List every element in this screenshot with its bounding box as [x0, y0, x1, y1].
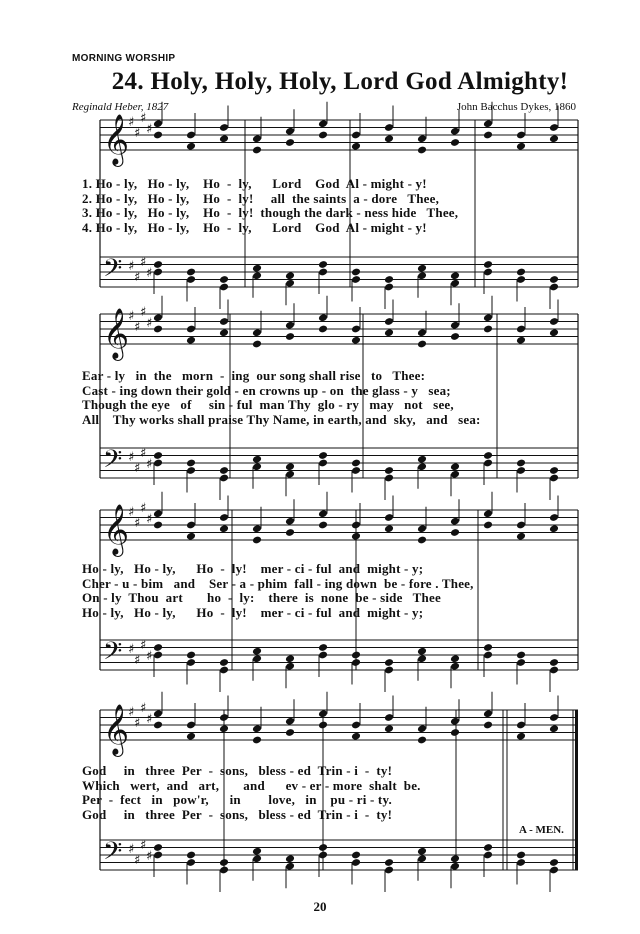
- note-head: [351, 851, 361, 860]
- note-head: [549, 275, 559, 284]
- note-head: [285, 728, 295, 737]
- sharp-icon: ♯: [128, 450, 135, 465]
- sharp-icon: ♯: [146, 512, 153, 527]
- note-head: [351, 268, 361, 277]
- note-head: [516, 732, 526, 741]
- note-head: [516, 651, 526, 660]
- amen-label: A - MEN.: [519, 824, 564, 836]
- note-head: [285, 528, 295, 537]
- note-head: [483, 325, 493, 334]
- note-head: [153, 131, 163, 140]
- verse-line: On - ly Thou art ho - ly: there is none be - side Thee: [82, 590, 441, 605]
- sharp-icon: ♯: [134, 270, 141, 285]
- note-head: [318, 521, 328, 530]
- note-head: [318, 721, 328, 730]
- note-head: [318, 260, 328, 269]
- sharp-icon: ♯: [128, 505, 135, 520]
- verse-block-1: [82, 177, 562, 235]
- note-head: [516, 851, 526, 860]
- sharp-icon: ♯: [146, 712, 153, 727]
- treble-clef-icon: 𝄞: [103, 114, 130, 165]
- note-head: [351, 732, 361, 741]
- note-head: [450, 462, 460, 471]
- composer-credit: John Bacchus Dykes, 1860: [456, 101, 576, 113]
- note-head: [516, 336, 526, 345]
- verse-line: Ear - ly in the morn - ing our song shall rise to Thee:: [82, 368, 426, 383]
- note-head: [219, 134, 229, 143]
- note-head: [417, 847, 427, 856]
- note-head: [417, 340, 427, 349]
- page-number: 20: [313, 899, 327, 914]
- note-head: [219, 466, 229, 475]
- note-head: [186, 851, 196, 860]
- note-head: [252, 455, 262, 464]
- note-head: [516, 268, 526, 277]
- note-head: [450, 332, 460, 341]
- sharp-icon: ♯: [140, 111, 147, 126]
- treble-clef-icon: 𝄞: [103, 504, 130, 555]
- note-head: [450, 138, 460, 147]
- note-head: [318, 131, 328, 140]
- note-head: [483, 451, 493, 460]
- sharp-icon: ♯: [128, 842, 135, 857]
- note-head: [186, 532, 196, 541]
- note-head: [153, 451, 163, 460]
- note-head: [384, 858, 394, 867]
- note-head: [186, 459, 196, 468]
- note-head: [384, 658, 394, 667]
- sharp-icon: ♯: [134, 653, 141, 668]
- sharp-icon: ♯: [140, 501, 147, 516]
- note-head: [318, 843, 328, 852]
- note-head: [153, 843, 163, 852]
- verse-line: Per - fect in pow'r, in love, in pu - ri - ty.: [82, 792, 392, 807]
- note-head: [153, 643, 163, 652]
- note-head: [483, 643, 493, 652]
- note-head: [318, 643, 328, 652]
- note-head: [153, 721, 163, 730]
- sharp-icon: ♯: [134, 853, 141, 868]
- note-head: [219, 328, 229, 337]
- verse-line: Though the eye of sin - ful man Thy glo - ry may not see,: [82, 397, 454, 412]
- note-head: [516, 532, 526, 541]
- note-head: [285, 854, 295, 863]
- hymn-title-text: Holy, Holy, Holy, Lord God Almighty!: [150, 68, 569, 95]
- note-head: [516, 142, 526, 151]
- note-head: [351, 142, 361, 151]
- sharp-icon: ♯: [146, 122, 153, 137]
- verse-line: 3. Ho - ly, Ho - ly, Ho - ly! though the dark - ness hide Thee,: [82, 205, 459, 220]
- sharp-icon: ♯: [146, 266, 153, 281]
- note-head: [450, 654, 460, 663]
- note-head: [318, 325, 328, 334]
- note-head: [252, 536, 262, 545]
- note-head: [549, 134, 559, 143]
- bass-clef-icon: 𝄢: [103, 445, 123, 480]
- verse-block-3: [82, 562, 562, 620]
- note-head: [483, 521, 493, 530]
- verse-line: Cast - ing down their gold - en crowns up - on the glass - y sea;: [82, 382, 451, 398]
- note-head: [153, 521, 163, 530]
- note-head: [549, 328, 559, 337]
- sharp-icon: ♯: [140, 305, 147, 320]
- sharp-icon: ♯: [134, 320, 141, 335]
- note-head: [186, 651, 196, 660]
- note-head: [450, 854, 460, 863]
- note-head: [483, 131, 493, 140]
- note-head: [351, 459, 361, 468]
- note-head: [483, 260, 493, 269]
- note-head: [417, 647, 427, 656]
- sharp-icon: ♯: [146, 649, 153, 664]
- note-head: [384, 275, 394, 284]
- section-label: MORNING WORSHIP: [72, 53, 176, 64]
- note-head: [285, 138, 295, 147]
- sharp-icon: ♯: [146, 316, 153, 331]
- sharp-icon: ♯: [128, 309, 135, 324]
- note-head: [186, 268, 196, 277]
- note-head: [450, 528, 460, 537]
- note-head: [417, 536, 427, 545]
- sharp-icon: ♯: [134, 716, 141, 731]
- note-head: [417, 264, 427, 273]
- treble-clef-icon: 𝄞: [103, 704, 130, 755]
- note-head: [549, 858, 559, 867]
- verse-line: God in three Per - sons, bless - ed Trin - i - ty!: [82, 806, 393, 822]
- note-head: [153, 325, 163, 334]
- note-head: [186, 336, 196, 345]
- verse-block-2: [82, 369, 562, 427]
- sharp-icon: ♯: [134, 461, 141, 476]
- note-head: [549, 524, 559, 533]
- note-head: [384, 466, 394, 475]
- note-head: [417, 146, 427, 155]
- verse-line: Cher - u - bim and Ser - a - phim fall - ing down be - fore . Thee,: [82, 575, 474, 591]
- note-head: [252, 847, 262, 856]
- verse-line: 1. Ho - ly, Ho - ly, Ho - ly, Lord God Al - might - y!: [82, 176, 427, 191]
- verse-line: God in three Per - sons, bless - ed Trin - i - ty!: [82, 763, 393, 778]
- note-head: [351, 651, 361, 660]
- note-head: [384, 134, 394, 143]
- verse-line: All Thy works shall praise Thy Name, in earth, and sky, and sea:: [82, 411, 481, 427]
- sharp-icon: ♯: [128, 115, 135, 130]
- note-head: [351, 532, 361, 541]
- sharp-icon: ♯: [146, 457, 153, 472]
- note-head: [483, 843, 493, 852]
- lyricist-credit: Reginald Heber, 1827: [72, 101, 169, 113]
- sharp-icon: ♯: [134, 126, 141, 141]
- bass-clef-icon: 𝄢: [103, 837, 123, 872]
- note-head: [285, 654, 295, 663]
- note-head: [549, 658, 559, 667]
- hymn-number: 24.: [111, 68, 144, 95]
- note-head: [417, 455, 427, 464]
- sharp-icon: ♯: [140, 638, 147, 653]
- verse-line: 4. Ho - ly, Ho - ly, Ho - ly, Lord God Al - might - y!: [82, 219, 427, 235]
- treble-clef-icon: 𝄞: [103, 308, 130, 359]
- verse-line: 2. Ho - ly, Ho - ly, Ho - ly! all the saints a - dore Thee,: [82, 190, 440, 206]
- verse-line: Which wert, and art, and ev - er - more shalt be.: [82, 777, 421, 793]
- note-head: [549, 466, 559, 475]
- verse-block-4: [82, 764, 562, 822]
- note-head: [252, 736, 262, 745]
- note-head: [285, 271, 295, 280]
- note-head: [384, 724, 394, 733]
- note-head: [219, 524, 229, 533]
- note-head: [549, 724, 559, 733]
- note-head: [219, 858, 229, 867]
- sharp-icon: ♯: [128, 705, 135, 720]
- note-head: [351, 336, 361, 345]
- bass-clef-icon: 𝄢: [103, 254, 123, 289]
- note-head: [186, 142, 196, 151]
- bass-clef-icon: 𝄢: [103, 637, 123, 672]
- note-head: [450, 728, 460, 737]
- verse-line: Ho - ly, Ho - ly, Ho - ly! mer - ci - ful and might - y;: [82, 561, 424, 576]
- sharp-icon: ♯: [128, 642, 135, 657]
- note-head: [252, 146, 262, 155]
- note-head: [483, 721, 493, 730]
- note-head: [252, 647, 262, 656]
- note-head: [384, 328, 394, 337]
- note-head: [516, 459, 526, 468]
- sharp-icon: ♯: [140, 838, 147, 853]
- note-head: [219, 658, 229, 667]
- sharp-icon: ♯: [140, 446, 147, 461]
- note-head: [318, 451, 328, 460]
- note-head: [186, 732, 196, 741]
- note-head: [252, 340, 262, 349]
- verse-line: Ho - ly, Ho - ly, Ho - ly! mer - ci - ful and might - y;: [82, 604, 424, 620]
- note-head: [252, 264, 262, 273]
- note-head: [285, 462, 295, 471]
- sharp-icon: ♯: [134, 516, 141, 531]
- note-head: [417, 736, 427, 745]
- final-barline: [575, 710, 578, 870]
- note-head: [450, 271, 460, 280]
- note-head: [384, 524, 394, 533]
- sharp-icon: ♯: [146, 849, 153, 864]
- note-head: [153, 260, 163, 269]
- note-head: [219, 724, 229, 733]
- sharp-icon: ♯: [128, 259, 135, 274]
- sharp-icon: ♯: [140, 701, 147, 716]
- sharp-icon: ♯: [140, 255, 147, 270]
- note-head: [219, 275, 229, 284]
- note-head: [285, 332, 295, 341]
